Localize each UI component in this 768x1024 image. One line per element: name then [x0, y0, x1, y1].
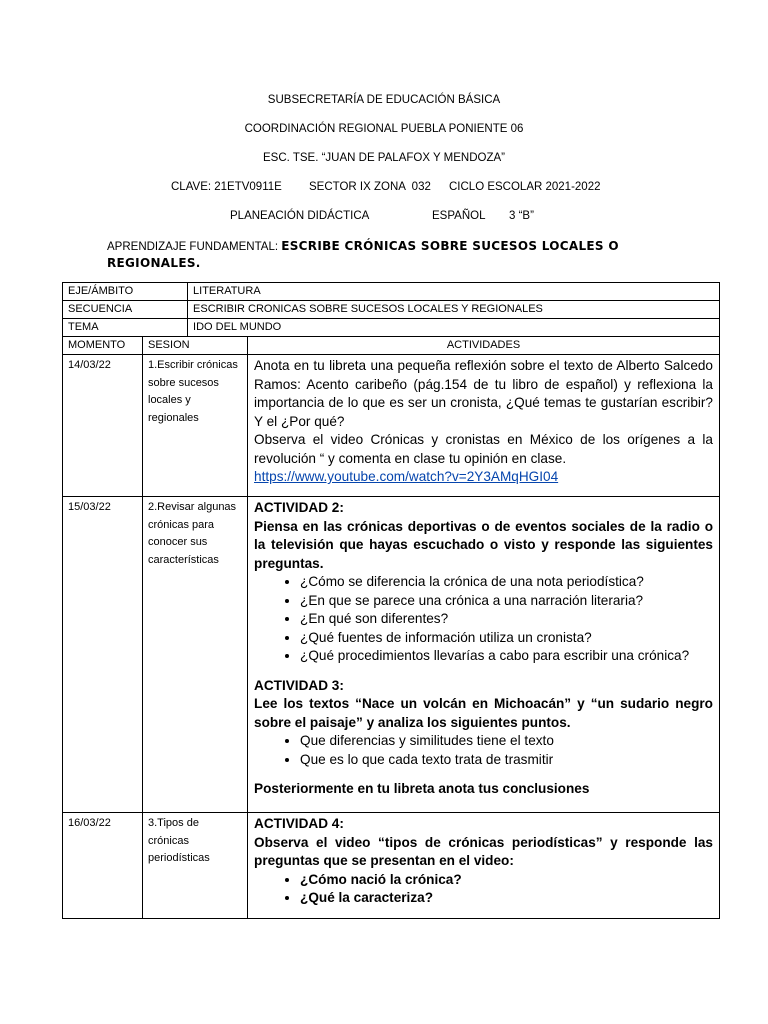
header-grupo: 3 “B”: [509, 210, 534, 222]
header-escuela: ESC. TSE. “JUAN DE PALAFOX Y MENDOZA”: [263, 152, 505, 164]
session-date: 16/03/22: [63, 813, 143, 919]
session-row-1: [63, 355, 720, 497]
header-sector: SECTOR IX ZONA 032: [309, 181, 431, 193]
spacer: [254, 666, 713, 677]
activities-cell: [248, 355, 720, 497]
sesion-header: SESION: [143, 337, 248, 355]
point-item: • Que es lo que cada texto trata de trasmitir: [300, 751, 713, 770]
eje-row: [63, 283, 720, 301]
aprendizaje-fundamental: [107, 238, 627, 272]
header-coordinacion: COORDINACIÓN REGIONAL PUEBLA PONIENTE 06: [244, 123, 524, 135]
activity-4-instructions: Observa el video “tipos de crónicas periodísticas” y responde las preguntas que se presentan en el video:: [254, 834, 713, 868]
session-name: 1.Escribir crónicas sobre sucesos locales y regionales: [143, 355, 248, 497]
activity-4-questions: [254, 871, 713, 908]
video-link[interactable]: https://www.youtube.com/watch?v=2Y3AMqHGI04: [254, 469, 559, 484]
header-subsecretaria: SUBSECRETARÍA DE EDUCACIÓN BÁSICA: [267, 94, 501, 106]
spacer: [254, 769, 713, 780]
activity-4-title: ACTIVIDAD 4:: [254, 816, 344, 831]
question-item: • ¿En qué son diferentes?: [300, 610, 713, 629]
session-date: 14/03/22: [63, 355, 143, 497]
question-item: • ¿Cómo nació la crónica?: [300, 871, 713, 890]
tema-label: TEMA: [63, 319, 188, 337]
session-row-2: [63, 497, 720, 813]
question-item: • ¿Qué fuentes de información utiliza un cronista?: [300, 629, 713, 648]
header-planeacion: PLANEACIÓN DIDÁCTICA: [230, 210, 370, 222]
activities-cell: [248, 813, 720, 919]
conclusion-text: Posteriormente en tu libreta anota tus conclusiones: [254, 781, 590, 796]
column-header-row: [63, 337, 720, 355]
header-clave: CLAVE: 21ETV0911E: [171, 181, 282, 193]
question-item: • ¿Qué la caracteriza?: [300, 889, 713, 908]
question-item: • ¿En que se parece una crónica a una narración literaria?: [300, 592, 713, 611]
activity-3-title: ACTIVIDAD 3:: [254, 677, 344, 693]
planeacion-table: [62, 282, 720, 919]
activities-cell: [248, 497, 720, 813]
question-item: • ¿Cómo se diferencia la crónica de una nota periodística?: [300, 573, 713, 592]
activity-3-instructions: Lee los textos “Nace un volcán en Michoacán” y “un sudario negro sobre el paisaje” y analiza los siguientes puntos.: [254, 696, 713, 730]
session-name: 3.Tipos de crónicas periodísticas: [143, 813, 248, 919]
activity-2-questions: [254, 573, 713, 666]
point-item: • Que diferencias y similitudes tiene el texto: [300, 732, 713, 751]
session-row-3: [63, 813, 720, 919]
aprendizaje-text: ESCRIBE CRÓNICAS SOBRE SUCESOS LOCALES O REGIONALES.: [107, 239, 619, 270]
secuencia-row: [63, 301, 720, 319]
aprendizaje-label: APRENDIZAJE FUNDAMENTAL:: [107, 241, 282, 253]
actividades-header: ACTIVIDADES: [248, 337, 720, 355]
activity-paragraph: Observa el video Crónicas y cronistas en México de los orígenes a la revolución “ y comenta en clase tu opinión en clase.: [254, 432, 713, 466]
secuencia-label: SECUENCIA: [63, 301, 188, 319]
header-ciclo: CICLO ESCOLAR 2021-2022: [449, 181, 601, 193]
tema-row: [63, 319, 720, 337]
question-item: • ¿Qué procedimientos llevarías a cabo para escribir una crónica?: [300, 647, 713, 666]
activity-2-instructions: Piensa en las crónicas deportivas o de eventos sociales de la radio o la televisión que hayas escuchado o visto y responde las siguientes preguntas.: [254, 518, 713, 571]
session-name: 2.Revisar algunas crónicas para conocer sus características: [143, 497, 248, 813]
session-date: 15/03/22: [63, 497, 143, 813]
tema-value: IDO DEL MUNDO: [188, 319, 720, 337]
header-materia: ESPAÑOL: [432, 210, 486, 222]
eje-label: EJE/ÁMBITO: [63, 283, 188, 301]
secuencia-value: ESCRIBIR CRONICAS SOBRE SUCESOS LOCALES Y REGIONALES: [188, 301, 720, 319]
activity-paragraph: Anota en tu libreta una pequeña reflexión sobre el texto de Alberto Salcedo Ramos: Acento caribeño (pág.154 de tu libro de español) y reflexiona la importancia de lo que es ser un cronista, ¿Qué temas te gustarían escribir? Y el ¿Por qué?: [254, 358, 713, 429]
momento-header: MOMENTO: [63, 337, 143, 355]
activity-2-title: ACTIVIDAD 2:: [254, 500, 344, 515]
eje-value: LITERATURA: [188, 283, 720, 301]
activity-3-points: [254, 732, 713, 769]
